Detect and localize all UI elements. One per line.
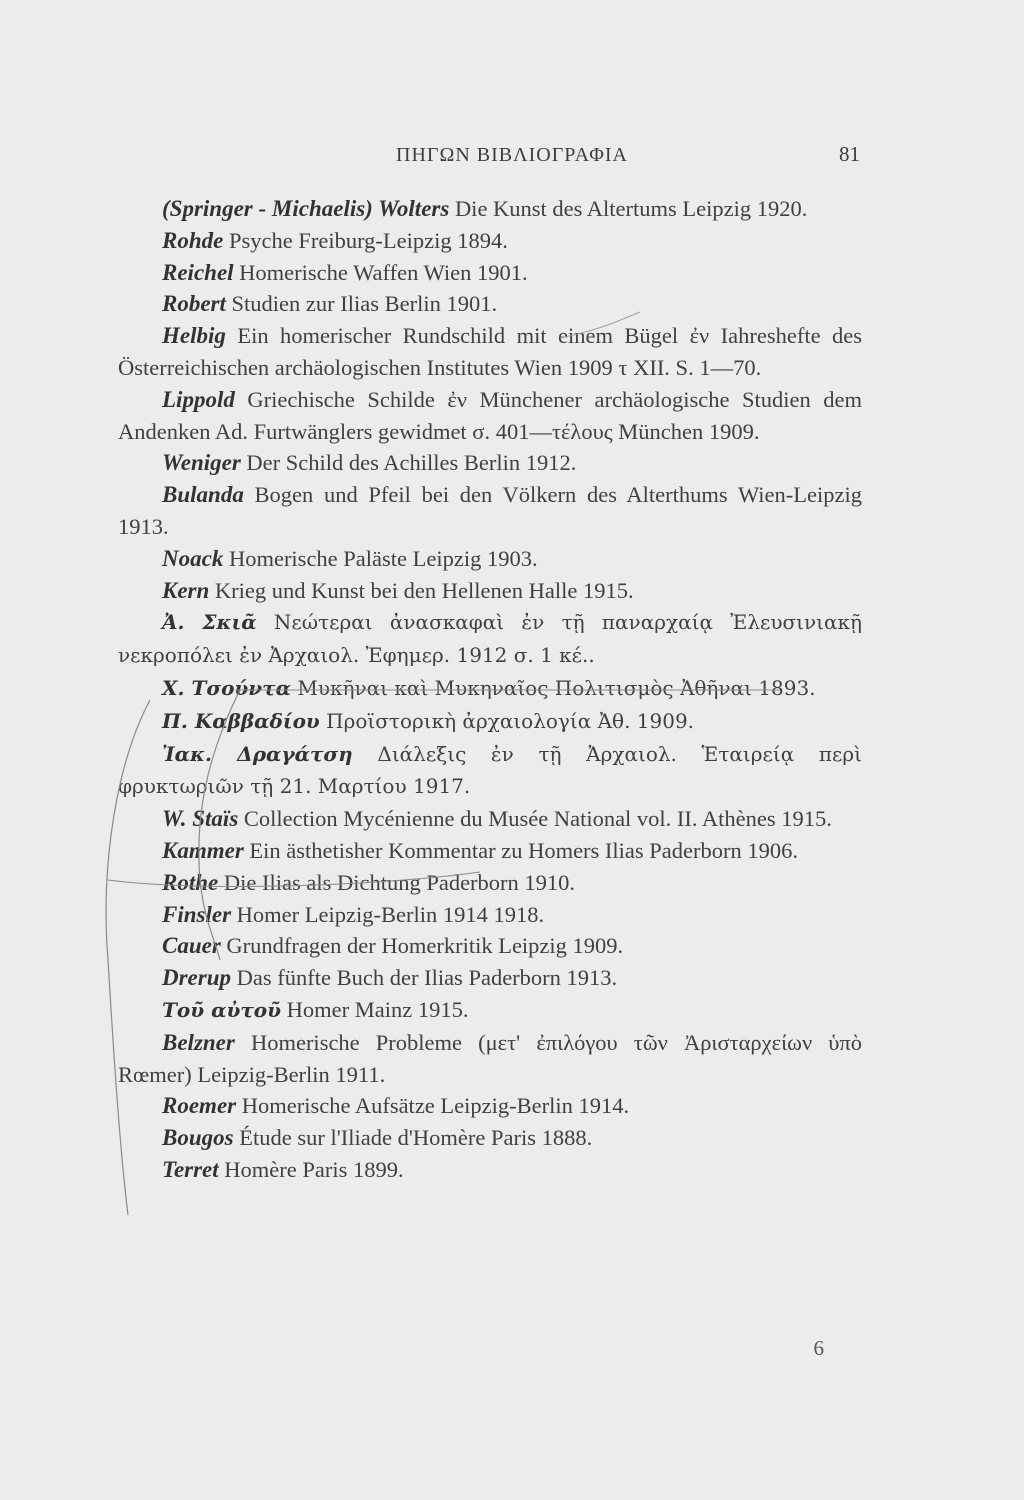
- pencil-line: [108, 872, 480, 886]
- entry-author: (Springer - Michaelis) Wolters: [162, 196, 450, 221]
- entry-text: Ein homerischer Rundschild mit einem Bügel ἐν Iahreshefte des Österreichischen archäologischen Institutes Wien 1909 τ XII. S. 1—70.: [118, 323, 862, 380]
- entry-author: Bulanda: [162, 482, 244, 508]
- entry-author: Robert: [162, 291, 226, 317]
- entry-text: Homerische Probleme (μετ' ἐπιλόγου τῶν Ἀρισταρχείων ὑπὸ Rœmer) Leipzig-Berlin 1911.: [118, 1029, 862, 1087]
- entry-author: Kammer: [162, 837, 244, 863]
- entry-author: Rothe: [162, 869, 219, 895]
- entry-author: Π. Καββαδίου: [162, 708, 320, 733]
- entry-author: Χ. Τσούντα: [162, 675, 292, 700]
- entry-author: Cauer: [162, 933, 221, 959]
- entry-text: Μυκῆναι καὶ Μυκηναῖος Πολιτισμὸς Ἀθῆναι 1893.: [291, 675, 816, 700]
- entry-author: Ἰακ. Δραγάτση: [162, 741, 353, 766]
- entry-author: Bougos: [162, 1125, 234, 1151]
- entry-text: Studien zur Ilias Berlin 1901.: [225, 291, 498, 317]
- entry-text: Homer Mainz 1915.: [281, 996, 469, 1022]
- entry-text: Homer Leipzig-Berlin 1914 1918.: [231, 901, 545, 927]
- entry-text: Homère Paris 1899.: [218, 1156, 404, 1182]
- entry-author: Ἀ. Σκιᾶ: [162, 610, 257, 635]
- entry-text: Étude sur l'Iliade d'Homère Paris 1888.: [233, 1125, 593, 1151]
- entry-text: Krieg und Kunst bei den Hellenen Halle 1915.: [209, 577, 634, 603]
- entry-author: Belzner: [162, 1029, 235, 1055]
- entry-author: Rohde: [162, 227, 224, 253]
- entry-author: Finsler: [162, 901, 232, 927]
- pencil-line: [199, 690, 240, 960]
- page-number: 81: [839, 142, 860, 166]
- entry-text: Griechische Schilde ἐν Münchener archäologische Studien dem Andenken Ad. Furtwänglers gewidmet σ. 401—τέλους München 1909.: [118, 386, 862, 444]
- entry-author: Roemer: [162, 1093, 237, 1119]
- entry-author: W. Staïs: [162, 806, 239, 832]
- entry-text: Homerische Aufsätze Leipzig-Berlin 1914.: [236, 1093, 630, 1119]
- entry-author: Drerup: [162, 965, 232, 991]
- entry-text: Collection Mycénienne du Musée National vol. II. Athènes 1915.: [238, 806, 832, 832]
- entry-author: Lippold: [162, 386, 235, 412]
- printer-signature: 6: [813, 1336, 824, 1360]
- entry-author: Τοῦ αὐτοῦ: [162, 997, 282, 1022]
- entry-author: Terret: [162, 1156, 219, 1182]
- entry-text: Νεώτεραι ἀνασκαφαὶ ἐν τῇ παναρχαίᾳ Ἐλευσινιακῇ νεκροπόλει ἐν Ἀρχαιολ. Ἐφημερ. 1912 σ. 1 κέ..: [118, 610, 862, 668]
- entry-text: Der Schild des Achilles Berlin 1912.: [240, 450, 577, 476]
- entry-text: Homerische Waffen Wien 1901.: [233, 259, 528, 285]
- entry-text: Die Kunst des Altertums Leipzig 1920.: [449, 196, 808, 221]
- entry-text: Bogen und Pfeil bei den Völkern des Alterthums Wien-Leipzig 1913.: [118, 482, 862, 539]
- pencil-line: [106, 700, 150, 1215]
- entry-text: Ein ästhetisher Kommentar zu Homers Ilias Paderborn 1906.: [243, 837, 799, 863]
- page-title: ΠΗΓΩΝ ΒΙΒΛΙΟΓΡΑΦΙΑ: [396, 144, 628, 166]
- entry-text: Psyche Freiburg-Leipzig 1894.: [223, 227, 508, 253]
- entry-author: Kern: [162, 577, 210, 603]
- entry-text: Grundfragen der Homerkritik Leipzig 1909.: [220, 933, 624, 959]
- pencil-line: [560, 312, 640, 338]
- entry-text: Das fünfte Buch der Ilias Paderborn 1913.: [231, 965, 618, 991]
- entry-text: Die Ilias als Dichtung Paderborn 1910.: [218, 869, 576, 895]
- entry-author: Helbig: [162, 323, 226, 349]
- entry-author: Weniger: [162, 450, 241, 476]
- entry-text: Διάλεξις ἐν τῇ Ἀρχαιολ. Ἑταιρείᾳ περὶ φρυκτωριῶν τῇ 21. Μαρτίου 1917.: [118, 741, 862, 799]
- entry-author: Reichel: [162, 259, 234, 285]
- entry-text: Προϊστορικὴ ἀρχαιολογία Ἀθ. 1909.: [319, 708, 695, 733]
- entry-author: Noack: [162, 545, 224, 571]
- entry-text: Homerische Paläste Leipzig 1903.: [223, 545, 538, 571]
